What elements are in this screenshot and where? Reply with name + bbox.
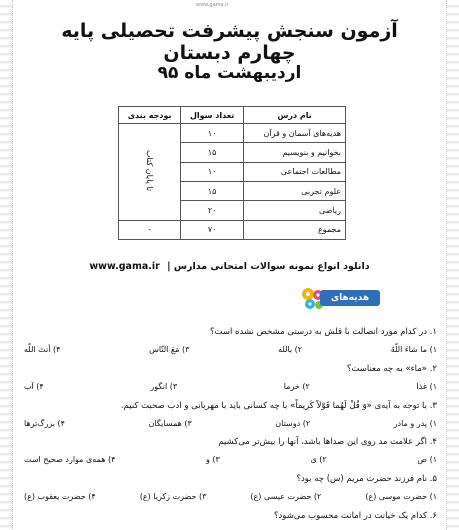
question-1-options [24,345,437,354]
question-3-options [24,419,437,428]
question-budget-table [118,106,346,240]
option[interactable]: ۳) مَعَ النّاس [149,345,190,354]
option[interactable]: ۲) ی [310,455,327,464]
option[interactable]: ۳) و [206,455,220,464]
download-site-link[interactable]: www.gama.ir [89,261,160,272]
option[interactable]: ۳) همسایگان [148,419,192,428]
option[interactable]: ۱) ما شاءَ اللّهُ [390,345,437,354]
table-row [119,124,346,143]
option[interactable]: ۱) حضرت موسی (ع) [365,492,437,501]
total-budget: - [119,220,181,239]
section-title: هدیه‌های آسمان [320,290,380,306]
budget-note: تا پایان کتاب [145,150,155,192]
exam-title: آزمون سنجش پیشرفت تحصیلی پایه چهارم دبستان [61,20,398,64]
option[interactable]: ۴) بزرگ‌ترها [24,419,65,428]
total-count: ۷۰ [181,220,244,239]
subject-cell: هدیه‌های آسمان و قرآن [244,124,346,143]
option[interactable]: ۲) بالله [278,345,303,354]
count-cell: ۱۵ [181,143,244,162]
section-banner [300,286,370,319]
download-text: دانلود انواع نمونه سوالات امتحانی مدارس | [167,261,370,272]
table-total-row [119,220,346,239]
option[interactable]: ۲) دوستان [275,419,311,428]
option[interactable]: ۱) غذا [416,382,437,391]
header-count: تعداد سوال [181,107,244,124]
header-budget: بودجه بندی [119,107,181,124]
question-4-options [24,455,437,464]
corner-watermark: www.gama.ir [196,2,229,8]
subject-cell: ریاضی [244,201,346,220]
option[interactable]: ۴) همه‌ی موارد صحیح است [24,455,116,464]
left-border-ornament [0,0,13,530]
count-cell: ۲۰ [181,201,244,220]
option[interactable]: ۲) حضرت عیسی (ع) [250,492,322,501]
question-1: ۱. در کدام مورد انصالت با قلش به درستی مشخص نشده است؟ [210,327,437,337]
count-cell: ۱۰ [181,162,244,181]
question-5: ۵. نام فرزند حضرت مریم (س) چه بود؟ [296,474,437,484]
question-2-options [24,382,437,391]
option[interactable]: ۲) خرما [283,382,310,391]
budget-cell [119,124,181,221]
header-subject: نام درس [244,107,346,124]
subject-cell: بخوانیم و بنویسیم [244,143,346,162]
question-5-options [24,492,437,501]
question-4: ۴. اگر علامت مد روی این صداها باشد، آنها را بیش‌تر می‌کشیم [218,437,437,447]
exam-date: اردیبهشت ماه ۹۵ [157,63,302,83]
question-3: ۳. با توجه به آیه‌ی «وَ قُلْ لَهُما قَوْلاً کَریماً» با چه کسانی باید با مهربانی و ادب صحبت کنیم. [120,401,437,411]
count-cell: ۱۰ [181,124,244,143]
subject-cell: مطالعات اجتماعی [244,162,346,181]
option[interactable]: ۳) انگور [150,382,178,391]
option[interactable]: ۱) پدر و مادر [393,419,437,428]
question-6: ۶. کدام یک خیانت در امانت محسوب می‌شود؟ [274,511,437,521]
total-label: مجموع [244,220,346,239]
option[interactable]: ۴) أنتَ اللّه [24,345,61,354]
table-header-row [119,107,346,124]
option[interactable]: ۱) ص [417,455,437,464]
option[interactable]: ۴) آب [24,382,44,391]
subject-cell: علوم تجربی [244,181,346,200]
option[interactable]: ۴) حضرت یعقوب (ع) [24,492,96,501]
question-2: ۲. «ماء» به چه معناست؟ [346,364,437,374]
download-banner [40,261,419,272]
option[interactable]: ۳) حضرت زکریا (ع) [139,492,207,501]
right-border-ornament [446,0,459,530]
count-cell: ۱۵ [181,181,244,200]
